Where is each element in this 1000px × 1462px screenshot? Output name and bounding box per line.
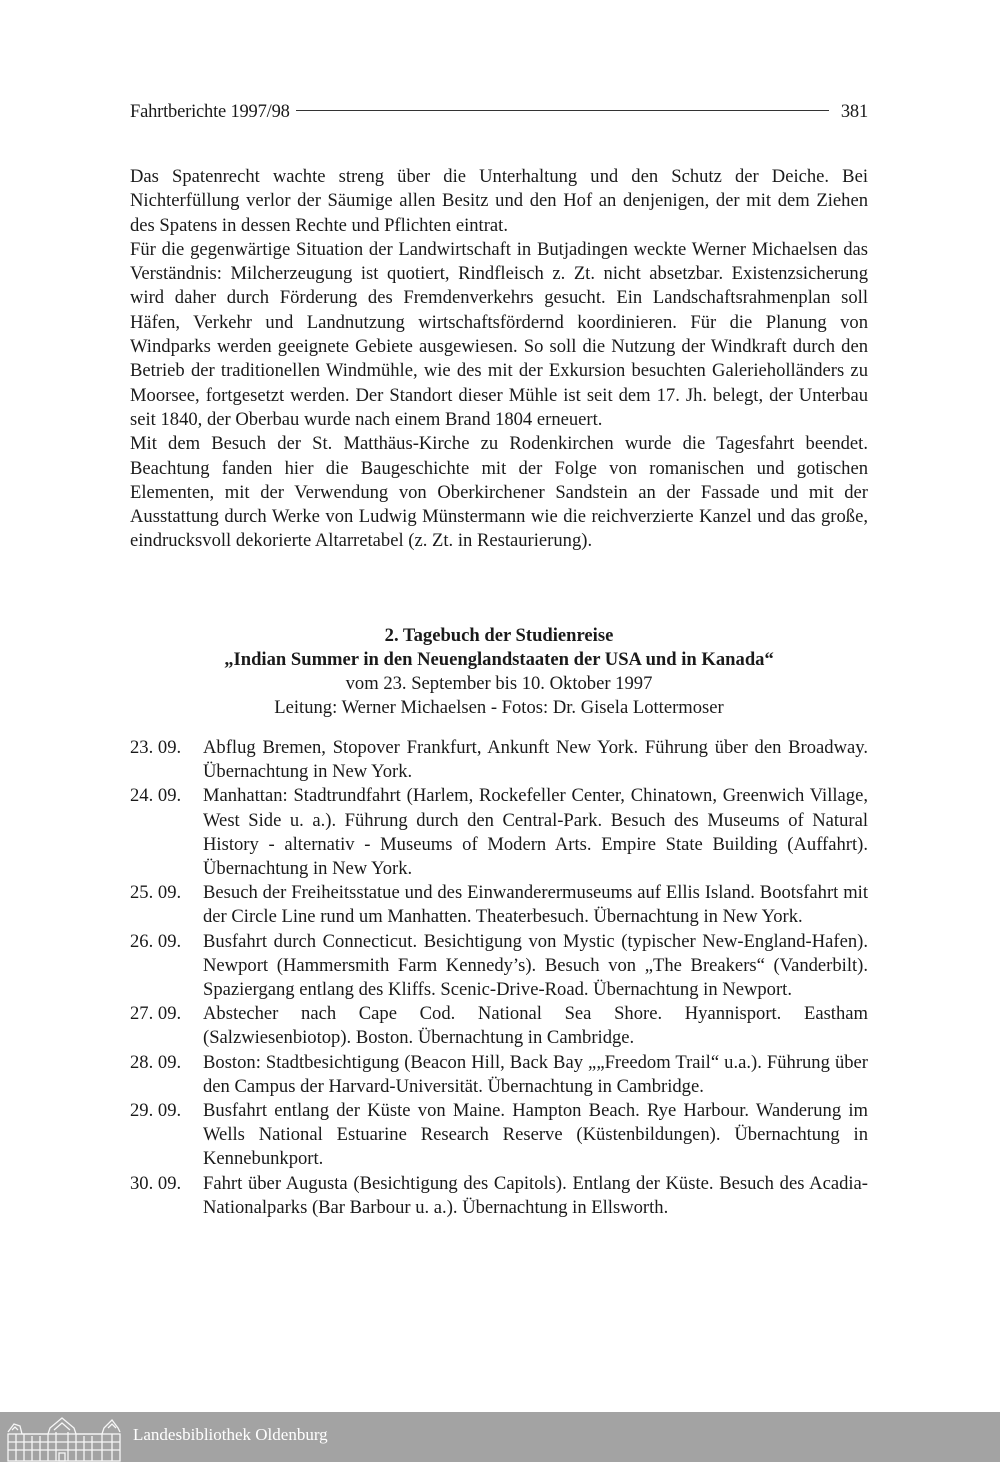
- diary-text: Boston: Stadtbesichtigung (Beacon Hill, Back Bay „„Freedom Trail“ u.a.). Führung über den Campus der Harvard-Universität. Übernachtung in Cambridge.: [203, 1051, 868, 1097]
- diary-text: Busfahrt entlang der Küste von Maine. Hampton Beach. Rye Harbour. Wanderung im Wells National Estuarine Research Reserve (Küstenbildungen). Übernachtung in Kennebunkport.: [203, 1100, 868, 1170]
- diary-text: Abflug Bremen, Stopover Frankfurt, Ankunft New York. Führung über den Broadway. Übernachtung in New York.: [203, 737, 868, 783]
- running-head: [130, 102, 868, 128]
- diary-entry: [130, 784, 868, 881]
- diary-date: 30. 09.: [130, 1172, 182, 1194]
- diary-date: 23. 09.: [130, 737, 182, 758]
- section-heading: [100, 624, 898, 720]
- paragraph: Mit dem Besuch der St. Matthäus-Kirche zu Rodenkirchen wurde die Tagesfahrt beendet. Beachtung fanden hier die Baugeschichte mit der Folge von romanischen und gotischen Elementen, mit der Verwendung von Oberkirchener Sandstein an der Fassade und mit der Ausstattung durch Werke von Ludwig Münstermann wie die reichverzierte Kanzel und das große, eindrucksvoll dekorierte Altarretabel (z. Zt. in Restaurierung).: [130, 433, 868, 552]
- footer-bar: [0, 1412, 1000, 1462]
- paragraph: Für die gegenwärtige Situation der Landwirtschaft in Butjadingen weckte Werner Michaelsen das Verständnis: Milcherzeugung ist quotiert, Rindfleisch z. Zt. nicht absetzbar. Existenzsicherung wird daher durch Förderung des Fremdenverkehrs gesucht. Ein Landschaftsrahmenplan soll Häfen, Verkehr und Landnutzung wirtschaftsfördernd koordinieren. Für die Planung von Windparks werden geeignete Gebiete ausgewiesen. So soll die Nutzung der Windkraft durch den Betrieb der traditionellen Windmühle, wie des mit der Exkursion besuchten Galerieholländers zu Moorsee, fortgesetzt werden. Der Standort dieser Mühle ist seit dem 17. Jh. belegt, der Unterbau seit 1840, der Oberbau wurde nach einem Brand 1804 erneuert.: [130, 238, 868, 430]
- page-number: 381: [840, 102, 868, 122]
- diary-date: 26. 09.: [130, 930, 182, 952]
- paragraph: Das Spatenrecht wachte streng über die Unterhaltung und den Schutz der Deiche. Bei Nichterfüllung verlor der Säumige allen Besitz und den Hof an denjenigen, der mit dem Ziehen des Spatens in dessen Rechte und Pflichten eintrat.: [130, 166, 868, 236]
- diary-date: 25. 09.: [130, 882, 182, 904]
- section-credits: Leitung: Werner Michaelsen - Fotos: Dr. Gisela Lottermoser: [274, 697, 724, 718]
- diary-text: Abstecher nach Cape Cod. National Sea Shore. Hyannisport. Eastham (Salzwiesenbiotop). Boston. Übernachtung in Cambridge.: [203, 1003, 868, 1049]
- diary-date: 29. 09.: [130, 1100, 182, 1122]
- diary-text: Busfahrt durch Connecticut. Besichtigung von Mystic (typischer New-England-Hafen). Newport (Hammersmith Farm Kennedy’s). Besuch von „The Breakers“ (Vanderbilt). Spaziergang entlang des Kliffs. Scenic-Drive-Road. Übernachtung in Newport.: [203, 930, 868, 1001]
- diary-text: Fahrt über Augusta (Besichtigung des Capitols). Entlang der Küste. Besuch des Acadia-Nationalparks (Bar Barbour u. a.). Übernachtung in Ellsworth.: [203, 1172, 868, 1218]
- diary-entry: [130, 1172, 868, 1220]
- section-number-title: 2. Tagebuch der Studienreise: [384, 625, 614, 646]
- diary-date: 28. 09.: [130, 1051, 182, 1073]
- diary-entry: [130, 1051, 868, 1099]
- library-name: Landesbibliothek Oldenburg: [133, 1425, 328, 1444]
- running-head-rule: [296, 110, 829, 111]
- diary-entry: [130, 1099, 868, 1172]
- section-dates: vom 23. September bis 10. Oktober 1997: [345, 673, 653, 694]
- body-text: [130, 165, 868, 554]
- diary-entry: [130, 930, 868, 1003]
- diary-entry: [130, 881, 868, 929]
- diary-date: 24. 09.: [130, 785, 182, 807]
- section-title: „Indian Summer in den Neuenglandstaaten der USA und in Kanada“: [224, 649, 774, 670]
- library-building-icon: [4, 1414, 124, 1462]
- diary-entry: [130, 736, 868, 784]
- running-head-title: Fahrtberichte 1997/98: [130, 102, 290, 122]
- diary-entry: [130, 1002, 868, 1050]
- diary-text: Besuch der Freiheitsstatue und des Einwanderermuseums auf Ellis Island. Bootsfahrt mit der Circle Line rund um Manhatten. Theaterbesuch. Übernachtung in New York.: [203, 882, 868, 928]
- diary-text: Manhattan: Stadtrundfahrt (Harlem, Rockefeller Center, Chinatown, Greenwich Village, West Side u. a.). Führung durch den Central-Park. Besuch des Museums of Natural History - alternativ - Museums of Modern Arts. Empire State Building (Auffahrt). Übernachtung in New York.: [203, 785, 868, 880]
- diary-date: 27. 09.: [130, 1003, 182, 1025]
- diary-list: [130, 736, 868, 1220]
